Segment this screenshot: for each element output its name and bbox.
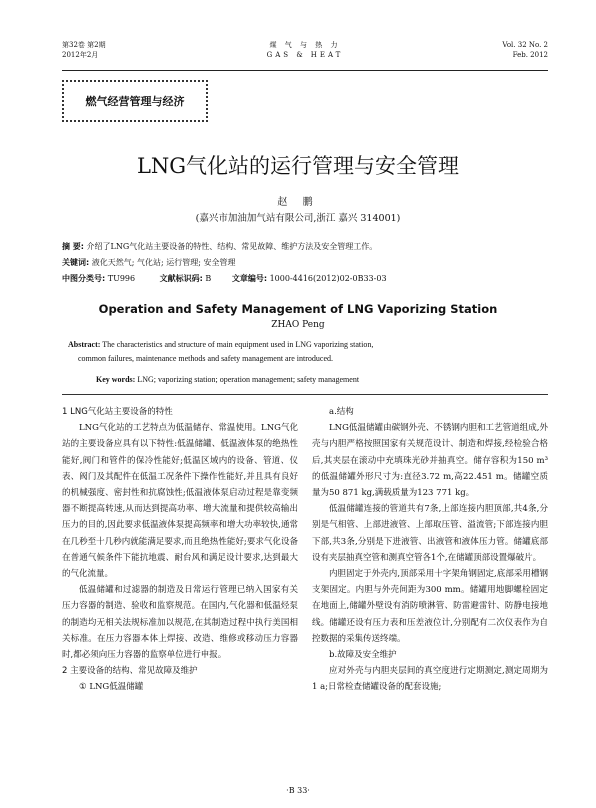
issue-date-en: Feb. 2012 (512, 51, 548, 59)
keywords-en-label: Key words: (96, 375, 136, 384)
classification-line (62, 273, 548, 284)
keywords-cn (62, 257, 548, 268)
keywords-en-text: LNG; vaporizing station; operation management; safety management (137, 375, 360, 384)
article-no-label: 文章编号: (231, 274, 268, 283)
abstract-cn-text: 介绍了LNG气化站主要设备的特性、结构、常见故障、维护方法及安全管理工作。 (86, 242, 378, 251)
section-heading: 2 主要设备的结构、常见故障及维护 (62, 666, 198, 677)
clc-value: TU996 (107, 274, 136, 283)
abstract-en-line-1: The characteristics and structure of main equipment used in LNG vaporizing station, (102, 340, 374, 349)
subsection-heading: ① LNG低温储罐 (79, 682, 144, 693)
header-center (62, 40, 548, 60)
clc-label: 中图分类号: (62, 274, 106, 283)
subsection-heading: a.结构 (329, 407, 354, 417)
running-header (62, 40, 548, 71)
body-paragraph: 内胆固定于外壳内,顶部采用十字架角钢固定,底部采用槽钢支架固定。内胆与外壳间距为300 mm。储罐用地脚螺栓固定在地面上,储罐外壁设有消防喷淋管、防雷避雷针、防静电接地线。储罐还设有压力表和压差液位计,分别配有二次仪表作为自控数据的采集传送终端。 (312, 569, 548, 644)
page-number: ·B 33· (286, 786, 310, 795)
header-right (502, 40, 548, 60)
body-paragraph: 低温储罐连接的管道共有7条,上部连接内胆顶部,共4条,分别是气相管、上部进液管、上部取压管、溢流管;下部连接内胆下部,共3条,分别是下进液管、出液管和液体压力管。储罐底部设有夹层抽真空管和测真空管各1个,在储罐顶部设置爆破片。 (312, 504, 548, 563)
abstract-cn-label: 摘 要: (62, 242, 84, 251)
right-text-column (312, 404, 548, 696)
divider-rule (62, 394, 548, 395)
doc-code-value: B (205, 274, 212, 283)
abstract-en-line-2: common failures, maintenance methods and safety management are introduced. (78, 354, 334, 363)
affiliation-cn: (嘉兴市加油加气站有限公司,浙江 嘉兴 314001) (195, 213, 401, 224)
section-heading: 1 LNG气化站主要设备的特性 (62, 407, 173, 417)
keywords-en (96, 375, 548, 384)
keywords-cn-text: 液化天然气; 气化站; 运行管理; 安全管理 (91, 258, 236, 267)
author-cn: 赵 鹏 (277, 197, 319, 208)
keywords-cn-label: 关键词: (62, 258, 90, 267)
column-label-box (62, 80, 208, 122)
column-label: 燃气经营管理与经济 (85, 95, 185, 108)
body-paragraph: 应对外壳与内胆夹层间的真空度进行定期测定,测定周期为1 a;日常检查储罐设备的配套设施; (312, 666, 548, 693)
body-paragraph: LNG低温储罐由碳钢外壳、不锈钢内胆和工艺管道组成,外壳与内胆严格按照国家有关规范设计、制造和焊接,经检验合格后,其夹层在滚动中充填珠光砂并抽真空。储存容积为150 m³的低温储罐外形尺寸为:直径3.72 m,高22.451 m。储罐空质量为50 871 kg,满载质量为123 771 kg。 (312, 423, 548, 499)
abstract-en (68, 338, 548, 366)
journal-name-cn: 煤 气 与 热 力 (269, 41, 341, 49)
abstract-en-label: Abstract: (68, 340, 101, 349)
body-paragraph: LNG气化站的工艺特点为低温储存、常温使用。LNG气化站的主要设备应具有以下特性:低温储罐、低温液体泵的绝热性能好,阀门和管件的保冷性能好;低温区域内的设备、管道、仪表、阀门及其配件在低温工况条件下操作性能好,并且具有良好的机械强度、密封性和抗腐蚀性;低温液体泵启动过程是靠变频器不断提高转速,从而达到提高功率、增大流量和提供较高输出压力的目的,因此要求低温液体泵提高频率和增大功率较快,通常在几秒至十几秒内就能满足要求,而且绝热性能好;要求气化设备在普通气候条件下能抗地震、耐台风和满足设计要求,达到最大的气化流量。 (62, 423, 298, 580)
subsection-heading: b.故障及安全维护 (329, 650, 397, 661)
doc-code-label: 文献标识码: (159, 274, 203, 283)
abstract-cn (62, 241, 548, 252)
article-title-cn: LNG气化站的运行管理与安全管理 (136, 154, 460, 178)
author-en: ZHAO Peng (271, 320, 325, 330)
body-paragraph: 低温储罐和过滤器的制造及日常运行管理已纳入国家有关压力容器的制造、验收和监察规范。在国内,气化器和低温烃泵的制造均无相关法规标准加以规范,在其制造过程中执行美国相关标准。在压力容器本体上焊接、改造、维修或移动压力容器时,都必须向压力容器的监察单位进行申报。 (62, 585, 298, 661)
volume-issue-en: Vol. 32 No. 2 (502, 41, 548, 49)
volume-issue: 第32卷 第2期 (62, 41, 106, 49)
journal-name-en: GAS & HEAT (266, 51, 344, 59)
left-text-column (62, 404, 298, 696)
article-no-value: 1000-4416(2012)02-0B33-03 (269, 274, 387, 283)
article-title-en: Operation and Safety Management of LNG Vaporizing Station (98, 302, 498, 316)
issue-date: 2012年2月 (62, 51, 99, 59)
